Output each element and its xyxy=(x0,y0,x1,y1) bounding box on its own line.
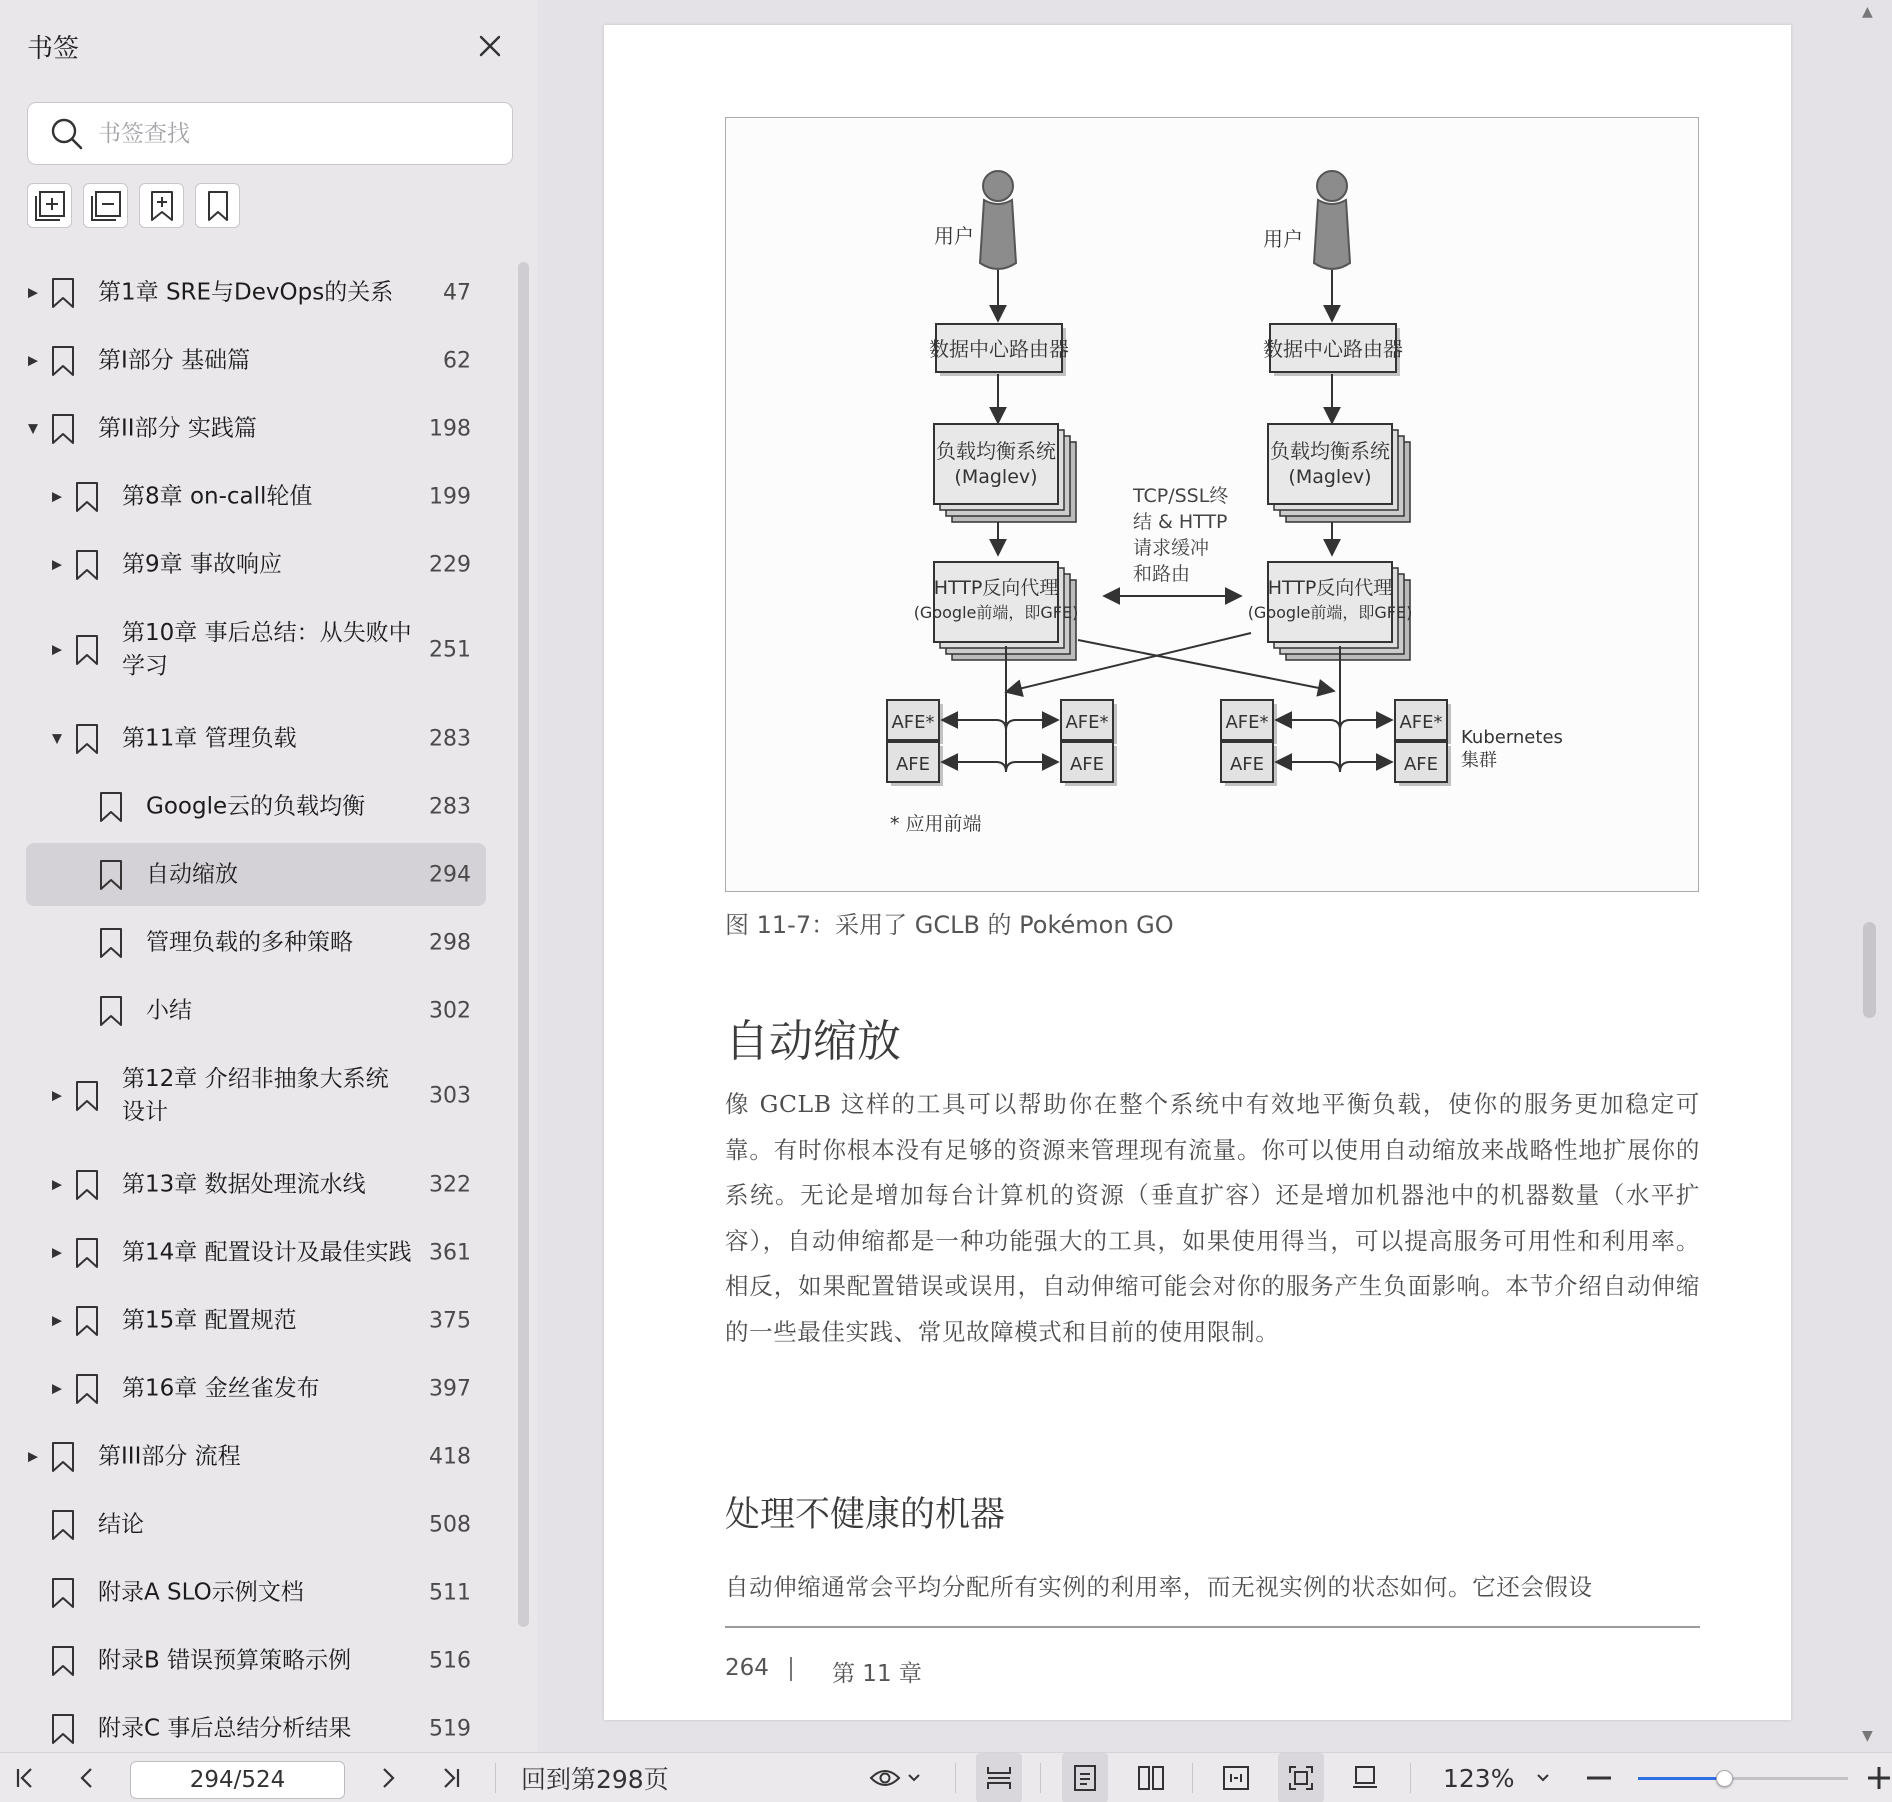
presentation-icon xyxy=(1351,1764,1379,1792)
bookmark-label: 第14章 配置设计及最佳实践 xyxy=(122,1239,412,1265)
afe-footnote: * 应用前端 xyxy=(890,813,982,835)
bookmark-page-number: 298 xyxy=(429,930,471,955)
bookmark-item[interactable] xyxy=(26,1361,486,1416)
user-right-icon xyxy=(1314,171,1350,269)
view-mode-dropdown[interactable] xyxy=(866,1753,924,1802)
section-heading-autoscale: 自动缩放 xyxy=(725,1016,901,1067)
bookmark-label: Google云的负载均衡 xyxy=(146,793,366,819)
kubernetes-label-line2: 集群 xyxy=(1461,750,1497,771)
lb-right-line2: (Maglev) xyxy=(1288,466,1372,488)
plus-icon xyxy=(1867,1766,1891,1790)
scroll-up-arrow-icon[interactable]: ▲ xyxy=(1862,4,1873,20)
bookmark-page-number: 322 xyxy=(429,1172,471,1197)
afe-3a-label: AFE* xyxy=(1225,712,1269,733)
bookmark-label xyxy=(122,1063,389,1129)
bookmark-label: 第1章 SRE与DevOps的关系 xyxy=(98,279,394,305)
collapsed-triangle-icon[interactable]: ▶ xyxy=(28,353,38,368)
bookmark-page-number: 229 xyxy=(429,552,471,577)
bookmark-item[interactable] xyxy=(26,1565,486,1620)
zoom-out-button[interactable] xyxy=(1580,1753,1618,1802)
bookmark-label: 自动缩放 xyxy=(146,861,238,887)
presentation-mode-button[interactable] xyxy=(1342,1753,1388,1802)
zoom-slider-fill xyxy=(1638,1777,1724,1780)
collapsed-triangle-icon[interactable]: ▶ xyxy=(52,1313,62,1328)
zoom-level[interactable]: 123% xyxy=(1443,1763,1515,1793)
afe-4a-label: AFE* xyxy=(1399,712,1443,733)
bookmark-page-number: 294 xyxy=(429,862,471,887)
expanded-triangle-icon[interactable]: ▼ xyxy=(52,731,62,746)
eye-icon xyxy=(869,1767,901,1789)
chevron-down-icon xyxy=(907,1773,921,1783)
bookmark-icon xyxy=(74,634,100,666)
bookmark-item[interactable] xyxy=(26,1701,486,1756)
bookmark-page-number: 303 xyxy=(429,1083,471,1109)
document-scrollbar-thumb[interactable] xyxy=(1863,922,1876,1018)
footer-separator xyxy=(790,1657,792,1681)
bookmark-icon xyxy=(74,481,100,513)
bookmark-label: 第III部分 流程 xyxy=(98,1443,241,1469)
page-footer-rule xyxy=(725,1626,1700,1628)
figure-caption: 图 11-7：采用了 GCLB 的 Pokémon GO xyxy=(725,911,1174,939)
section-heading-unhealthy-machines: 处理不健康的机器 xyxy=(725,1495,1006,1535)
bookmark-icon xyxy=(74,723,100,755)
collapsed-triangle-icon[interactable]: ▶ xyxy=(52,1245,62,1260)
bookmark-page-number: 375 xyxy=(429,1308,471,1333)
chevron-right-icon xyxy=(378,1766,398,1790)
bookmark-page-number: 511 xyxy=(429,1580,471,1605)
bookmark-label: 附录B 错误预算策略示例 xyxy=(98,1647,352,1673)
bookmark-page-number: 519 xyxy=(429,1716,471,1741)
bookmark-icon xyxy=(74,1169,100,1201)
bookmark-item[interactable] xyxy=(26,1429,486,1484)
bookmark-label-line2: 学习 xyxy=(122,653,168,679)
zoom-slider-thumb[interactable] xyxy=(1716,1770,1733,1787)
collapsed-triangle-icon[interactable]: ▶ xyxy=(52,557,62,572)
last-page-button[interactable] xyxy=(434,1753,468,1802)
scroll-down-arrow-icon[interactable]: ▼ xyxy=(1862,1728,1873,1744)
bookmark-item[interactable] xyxy=(26,779,486,834)
bookmark-label: 第8章 on-call轮值 xyxy=(122,483,313,509)
bookmark-icon xyxy=(50,1713,76,1745)
bookmark-item[interactable] xyxy=(26,983,486,1038)
bookmark-item[interactable] xyxy=(26,469,486,524)
bookmark-list xyxy=(0,0,537,1752)
collapsed-triangle-icon[interactable]: ▶ xyxy=(28,1449,38,1464)
tcp-note-line1: TCP/SSL终 xyxy=(1133,485,1229,507)
bookmark-icon xyxy=(74,549,100,581)
bookmark-label: 第II部分 实践篇 xyxy=(98,415,257,441)
bookmark-icon xyxy=(98,927,124,959)
bookmark-page-number: 251 xyxy=(429,637,471,663)
bookmark-icon xyxy=(50,413,76,445)
afe-2a-label: AFE* xyxy=(1065,712,1109,733)
bookmark-label: 第I部分 基础篇 xyxy=(98,347,251,373)
collapsed-triangle-icon[interactable]: ▶ xyxy=(52,642,62,658)
toolbar-divider xyxy=(1410,1763,1411,1793)
user-left-label: 用户 xyxy=(934,224,974,248)
bookmark-label: 第16章 金丝雀发布 xyxy=(122,1375,320,1401)
two-page-button[interactable] xyxy=(1128,1753,1174,1802)
body-paragraph-1: 像 GCLB 这样的工具可以帮助你在整个系统中有效地平衡负载，使你的服务更加稳定可靠。有时你根本没有足够的资源来管理现有流量。你可以使用自动缩放来战略性地扩展你的系统。无论是增加每台计算机的资源（垂直扩容）还是增加机器池中的机器数量（水平扩容），自动伸缩都是一种功能强大的工具，如果使用得当，可以提高服务可用性和利用率。相反，如果配置错误或误用，自动伸缩可能会对你的服务产生负面影响。本节介绍自动伸缩的一些最佳实践、常见故障模式和目前的使用限制。 xyxy=(725,1090,1700,1346)
chevron-down-icon xyxy=(1536,1773,1550,1783)
bookmark-label: 第15章 配置规范 xyxy=(122,1307,297,1333)
bookmark-label: 结论 xyxy=(98,1511,144,1537)
user-right-label: 用户 xyxy=(1263,227,1303,251)
fit-width-icon xyxy=(1222,1764,1250,1792)
page-number: 264 xyxy=(725,1655,769,1681)
bookmark-page-number: 516 xyxy=(429,1648,471,1673)
afe-3b-label: AFE xyxy=(1229,754,1265,775)
router-right-label: 数据中心路由器 xyxy=(1263,337,1403,361)
bookmark-label: 管理负载的多种策略 xyxy=(146,929,353,955)
expanded-triangle-icon[interactable]: ▼ xyxy=(28,421,38,436)
bookmark-label-line1: 第12章 介绍非抽象大系统 xyxy=(122,1066,389,1092)
collapsed-triangle-icon[interactable]: ▶ xyxy=(52,1381,62,1396)
bookmark-item[interactable] xyxy=(26,605,486,695)
bookmark-page-number: 198 xyxy=(429,416,471,441)
fit-width-button[interactable] xyxy=(1213,1753,1259,1802)
bookmark-item[interactable] xyxy=(26,1051,486,1141)
bookmark-page-number: 47 xyxy=(443,280,471,305)
toolbar-divider xyxy=(955,1763,956,1793)
tcp-note-line3: 请求缓冲 xyxy=(1133,537,1210,559)
next-page-button[interactable] xyxy=(371,1753,405,1802)
page-number-input[interactable] xyxy=(130,1761,345,1799)
bookmark-page-number: 283 xyxy=(429,794,471,819)
lb-left-line2: (Maglev) xyxy=(954,466,1038,488)
tcp-note-line2: 结 & HTTP xyxy=(1133,511,1228,533)
bookmark-icon xyxy=(98,995,124,1027)
goto-page-button[interactable]: 回到第298页 xyxy=(521,1765,669,1794)
bookmark-icon xyxy=(50,1509,76,1541)
body-paragraph-2: 自动伸缩通常会平均分配所有实例的利用率，而无视实例的状态如何。它还会假设 xyxy=(725,1573,1593,1601)
zoom-slider[interactable] xyxy=(1638,1777,1848,1780)
bookmark-label-line1: 第10章 事后总结：从失败中 xyxy=(122,620,412,646)
bookmark-label: 附录C 事后总结分析结果 xyxy=(98,1715,352,1741)
minus-icon xyxy=(1586,1775,1612,1781)
bookmark-item[interactable] xyxy=(26,1293,486,1348)
proxy-right-line1: HTTP反向代理 xyxy=(1267,577,1393,599)
bookmark-label: 第11章 管理负载 xyxy=(122,725,297,751)
previous-page-button[interactable] xyxy=(70,1753,104,1802)
bookmark-label xyxy=(122,617,412,683)
toolbar-divider xyxy=(1040,1763,1041,1793)
collapsed-triangle-icon[interactable]: ▶ xyxy=(52,1177,62,1192)
user-left-icon xyxy=(980,171,1016,269)
lb-left-line1: 负载均衡系统 xyxy=(936,439,1056,463)
bookmark-icon xyxy=(74,1373,100,1405)
figure-frame xyxy=(725,117,1699,892)
afe-1b-label: AFE xyxy=(895,754,931,775)
continuous-scroll-button[interactable] xyxy=(976,1753,1022,1802)
bookmark-item[interactable] xyxy=(26,1633,486,1688)
continuous-scroll-icon xyxy=(985,1764,1013,1792)
first-page-button[interactable] xyxy=(8,1753,42,1802)
architecture-diagram xyxy=(726,118,1700,893)
fit-page-button[interactable] xyxy=(1278,1753,1324,1802)
bookmark-item[interactable] xyxy=(26,401,486,456)
bookmark-icon xyxy=(50,277,76,309)
bookmark-label: 附录A SLO示例文档 xyxy=(98,1579,304,1605)
afe-1a-label: AFE* xyxy=(891,712,935,733)
bookmark-icon xyxy=(98,791,124,823)
bookmark-page-number: 361 xyxy=(429,1240,471,1265)
bookmark-icon xyxy=(74,1237,100,1269)
bookmark-page-number: 62 xyxy=(443,348,471,373)
bookmark-label: 第13章 数据处理流水线 xyxy=(122,1171,366,1197)
bookmark-icon xyxy=(98,859,124,891)
sidebar-scrollbar[interactable] xyxy=(518,262,529,1627)
single-page-icon xyxy=(1072,1764,1098,1792)
bookmark-icon xyxy=(50,1645,76,1677)
bookmark-item[interactable] xyxy=(26,1225,486,1280)
proxy-left-line2: (Google前端，即GFE) xyxy=(913,603,1079,622)
single-page-button[interactable] xyxy=(1062,1753,1108,1802)
bookmark-label-line2: 设计 xyxy=(122,1099,168,1125)
document-page xyxy=(604,25,1791,1720)
router-left-label: 数据中心路由器 xyxy=(929,337,1069,361)
afe-2b-label: AFE xyxy=(1069,754,1105,775)
tcp-note-line4: 和路由 xyxy=(1133,563,1191,585)
bookmark-item[interactable] xyxy=(26,1157,486,1212)
proxy-right-line2: (Google前端，即GFE) xyxy=(1247,603,1413,622)
proxy-left-line1: HTTP反向代理 xyxy=(933,577,1059,599)
zoom-dropdown-button[interactable] xyxy=(1526,1753,1560,1802)
chevron-left-icon xyxy=(77,1766,97,1790)
collapsed-triangle-icon[interactable]: ▶ xyxy=(28,285,38,300)
collapsed-triangle-icon[interactable]: ▶ xyxy=(52,489,62,504)
bookmark-icon xyxy=(74,1080,100,1112)
collapsed-triangle-icon[interactable]: ▶ xyxy=(52,1088,62,1104)
kubernetes-label-line1: Kubernetes xyxy=(1461,727,1563,748)
bookmark-label: 小结 xyxy=(146,997,192,1023)
bookmark-item[interactable] xyxy=(26,537,486,592)
bookmark-page-number: 283 xyxy=(429,726,471,751)
bookmark-item[interactable] xyxy=(26,265,486,320)
footer-chapter: 第 11 章 xyxy=(832,1661,922,1687)
toolbar-divider xyxy=(495,1763,496,1793)
bookmark-item[interactable] xyxy=(26,843,486,906)
bookmark-icon xyxy=(74,1305,100,1337)
bookmark-page-number: 418 xyxy=(429,1444,471,1469)
bookmark-item[interactable] xyxy=(26,1497,486,1552)
bookmark-label: 第9章 事故响应 xyxy=(122,551,282,577)
bookmark-item[interactable] xyxy=(26,915,486,970)
lb-right-line1: 负载均衡系统 xyxy=(1270,439,1390,463)
bookmark-page-number: 302 xyxy=(429,998,471,1023)
bookmark-item[interactable] xyxy=(26,711,486,766)
bottom-toolbar xyxy=(0,1752,1892,1802)
bookmark-page-number: 397 xyxy=(429,1376,471,1401)
bookmark-page-number: 199 xyxy=(429,484,471,509)
two-page-icon xyxy=(1137,1764,1165,1792)
bookmark-icon xyxy=(50,345,76,377)
bookmark-page-number: 508 xyxy=(429,1512,471,1537)
bookmark-icon xyxy=(50,1441,76,1473)
fit-page-icon xyxy=(1287,1764,1315,1792)
last-page-icon xyxy=(440,1766,462,1790)
bookmark-icon xyxy=(50,1577,76,1609)
bookmark-sidebar xyxy=(0,0,537,1752)
first-page-icon xyxy=(14,1766,36,1790)
toolbar-divider xyxy=(1192,1763,1193,1793)
sidebar-title: 书签 xyxy=(27,34,80,64)
bookmark-item[interactable] xyxy=(26,333,486,388)
afe-4b-label: AFE xyxy=(1403,754,1439,775)
zoom-in-button[interactable] xyxy=(1866,1753,1892,1802)
document-view xyxy=(537,0,1892,1752)
